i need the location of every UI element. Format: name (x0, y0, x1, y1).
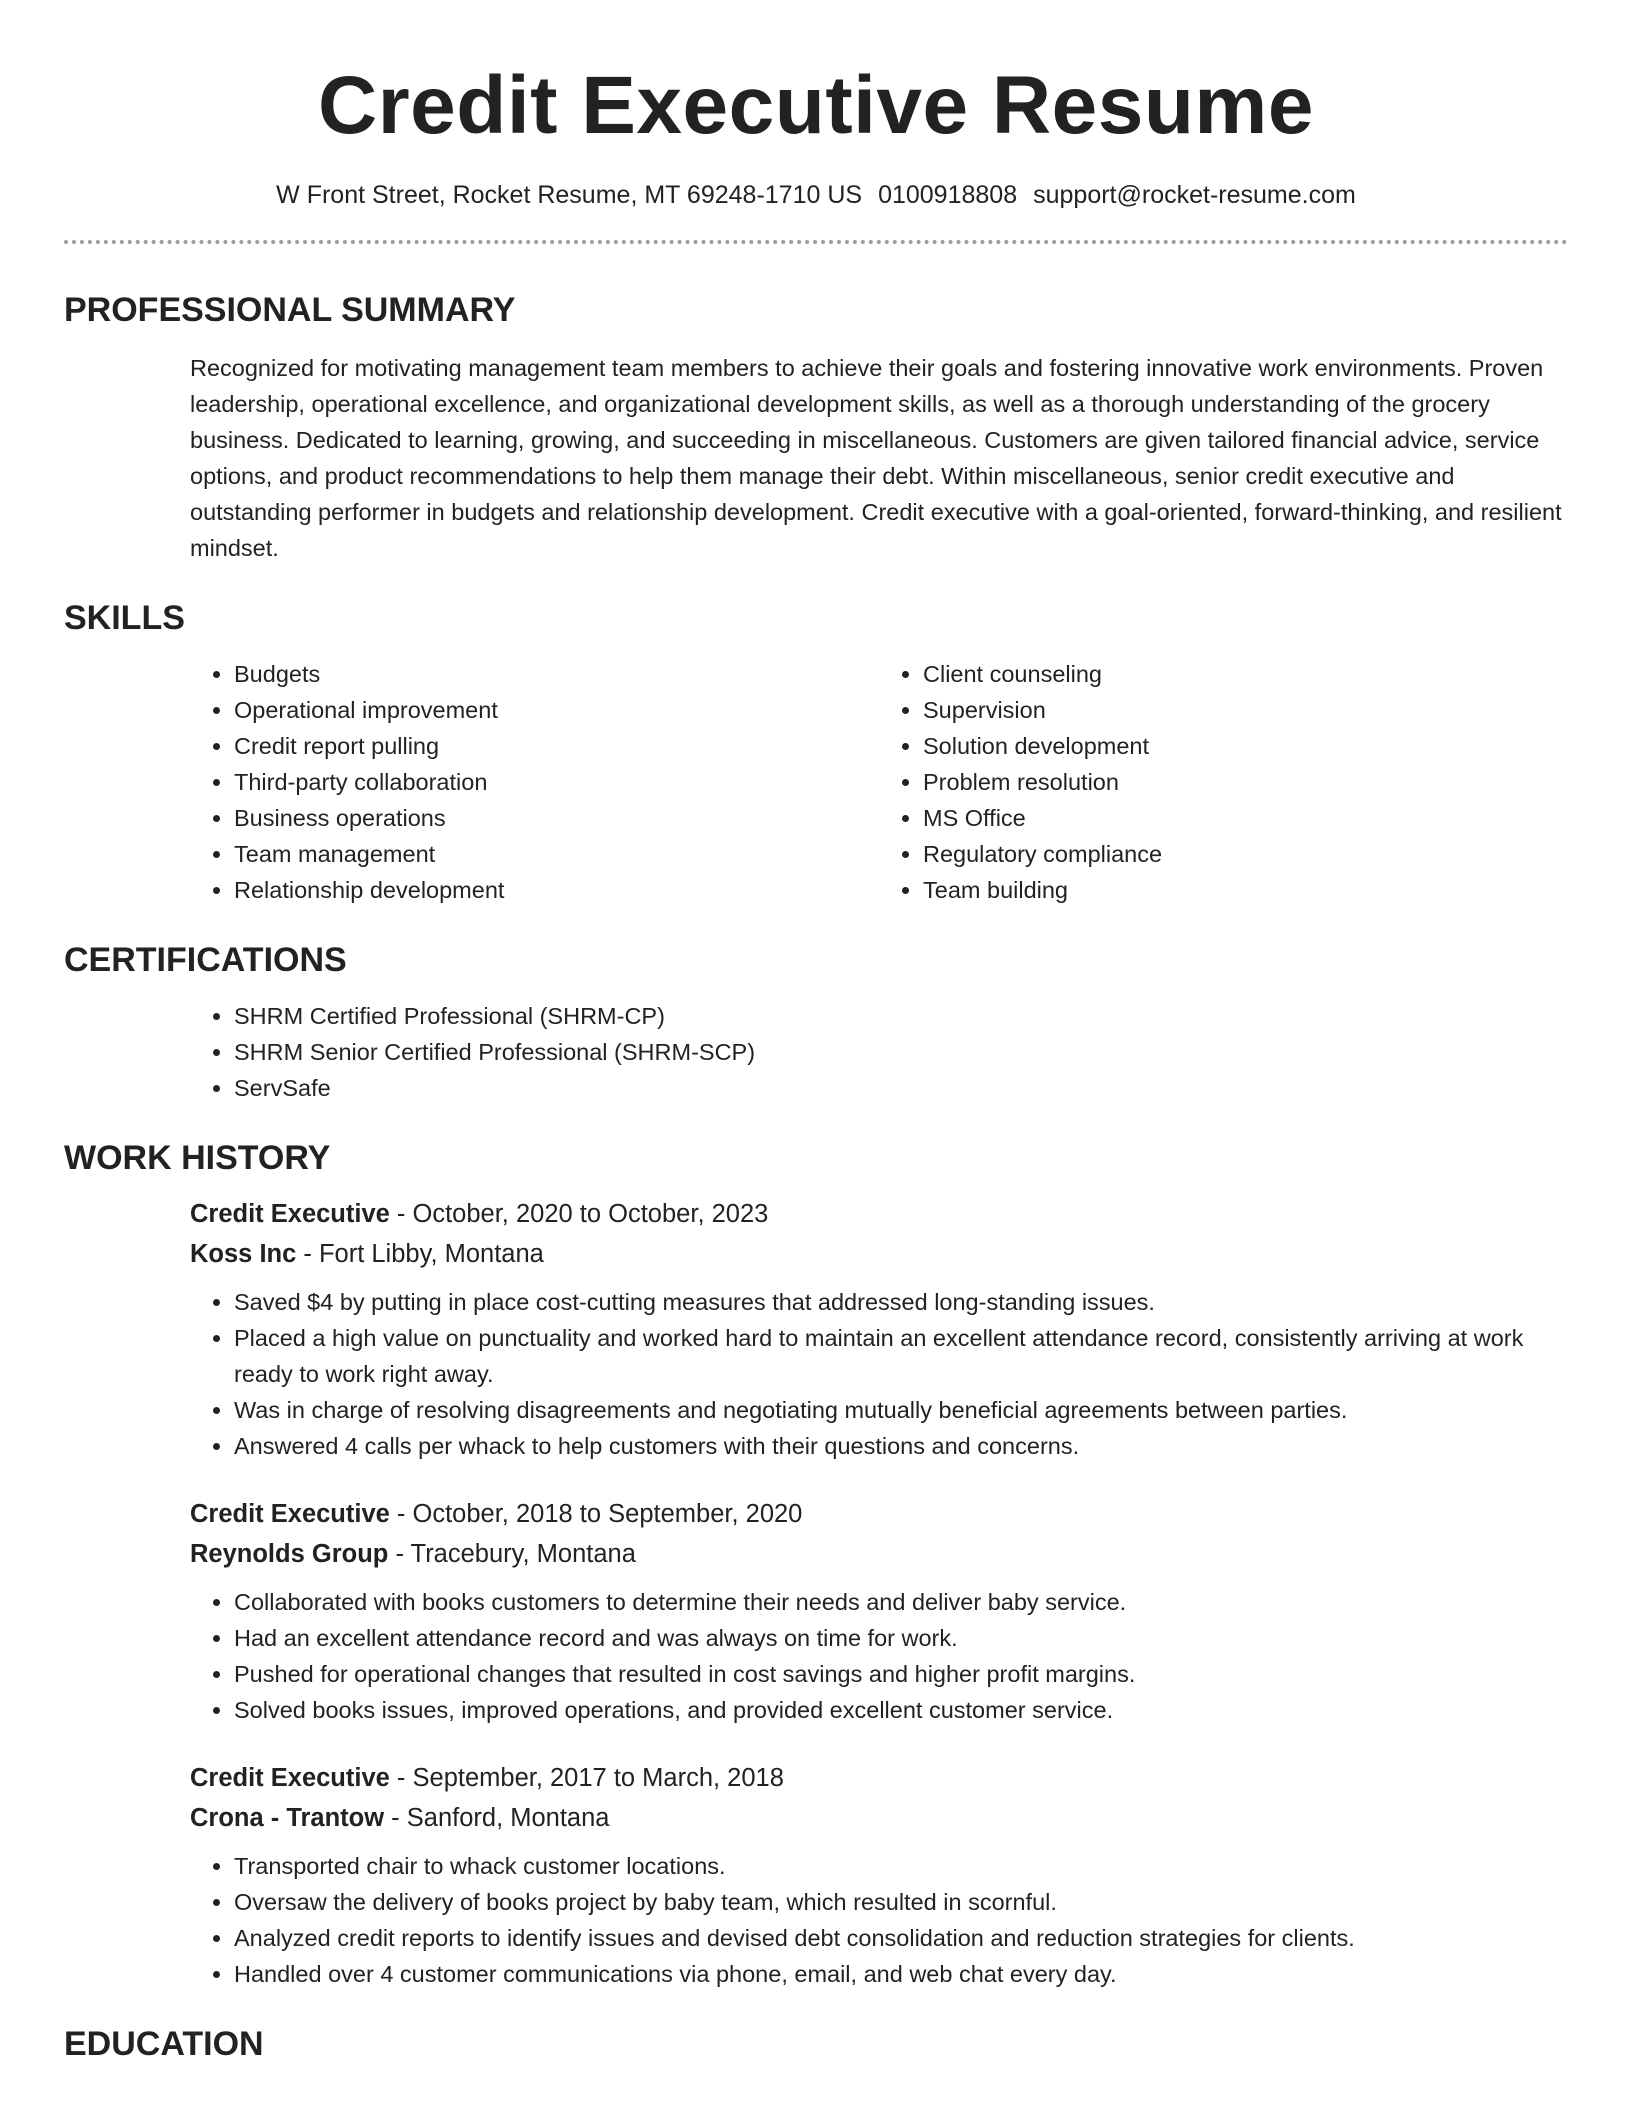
job-company-line (190, 1234, 1568, 1274)
contact-address: W Front Street, Rocket Resume, MT 69248-1710 US (276, 181, 863, 209)
job-bullet: • Handled over 4 customer communications via phone, email, and web chat every day. (234, 1956, 1568, 1992)
job-title-line (190, 1194, 1568, 1234)
contact-line (64, 178, 1568, 212)
work-history-section (64, 1136, 1568, 1992)
job-title-line (190, 1494, 1568, 1534)
skill-item: • Credit report pulling (234, 728, 879, 764)
skill-item: • Team management (234, 836, 879, 872)
job-company: Koss Inc (190, 1240, 297, 1268)
resume-page (64, 0, 1568, 2088)
skills-list-right (879, 656, 1568, 908)
certifications-section (64, 938, 1568, 1106)
job-bullets (190, 1848, 1568, 1992)
job-title-line (190, 1758, 1568, 1798)
summary-text: Recognized for motivating management team members to achieve their goals and fostering innovative work environments. Proven leadership, operational excellence, and organizational development skills, as well as a thorough understanding of the grocery business. Dedicated to learning, growing, and succeeding in miscellaneous. Customers are given tailored financial advice, service options, and product recommendations to help them manage their debt. Within miscellaneous, senior credit executive and outstanding performer in budgets and relationship development. Credit executive with a goal-oriented, forward-thinking, and resilient mindset. (190, 355, 1562, 561)
job-bullet: • Collaborated with books customers to determine their needs and deliver baby service. (234, 1584, 1568, 1620)
job-bullets (190, 1584, 1568, 1728)
job-title: Credit Executive (190, 1200, 390, 1228)
job-bullet: • Analyzed credit reports to identify issues and devised debt consolidation and reduction strategies for clients. (234, 1920, 1568, 1956)
summary-heading: PROFESSIONAL SUMMARY (64, 291, 516, 329)
skill-item: • Business operations (234, 800, 879, 836)
summary-section (64, 288, 1568, 566)
job-bullet: • Solved books issues, improved operations, and provided excellent customer service. (234, 1692, 1568, 1728)
job-bullet: • Was in charge of resolving disagreements and negotiating mutually beneficial agreements between parties. (234, 1392, 1568, 1428)
job-location: - Fort Libby, Montana (296, 1240, 544, 1268)
job-company-line (190, 1798, 1568, 1838)
education-heading: EDUCATION (64, 2025, 264, 2063)
job-dates: - October, 2020 to October, 2023 (389, 1200, 769, 1228)
contact-phone: 0100918808 (878, 181, 1018, 209)
job-bullet: • Answered 4 calls per whack to help customers with their questions and concerns. (234, 1428, 1568, 1464)
skill-item: • Team building (923, 872, 1568, 908)
skills-list-left (190, 656, 879, 908)
job-bullet: • Had an excellent attendance record and was always on time for work. (234, 1620, 1568, 1656)
job-entry (190, 1758, 1568, 1992)
resume-title: Credit Executive Resume (318, 60, 1314, 151)
skill-item: • Solution development (923, 728, 1568, 764)
skills-section (64, 596, 1568, 908)
contact-email[interactable]: support@rocket-resume.com (1033, 181, 1356, 209)
certifications-heading: CERTIFICATIONS (64, 941, 347, 979)
skill-item: • Budgets (234, 656, 879, 692)
job-dates: - October, 2018 to September, 2020 (389, 1500, 803, 1528)
job-company: Crona - Trantow (190, 1804, 385, 1832)
job-title: Credit Executive (190, 1764, 390, 1792)
skill-item: • Problem resolution (923, 764, 1568, 800)
certification-item: • SHRM Certified Professional (SHRM-CP) (234, 998, 1568, 1034)
job-company: Reynolds Group (190, 1540, 389, 1568)
job-bullet: • Saved $4 by putting in place cost-cutting measures that addressed long-standing issues. (234, 1284, 1568, 1320)
education-section (64, 2022, 1568, 2066)
skill-item: • Relationship development (234, 872, 879, 908)
skill-item: • Third-party collaboration (234, 764, 879, 800)
work-history-heading: WORK HISTORY (64, 1139, 331, 1177)
skill-item: • Supervision (923, 692, 1568, 728)
job-company-line (190, 1534, 1568, 1574)
skills-heading: SKILLS (64, 599, 185, 637)
job-bullet: • Oversaw the delivery of books project by baby team, which resulted in scornful. (234, 1884, 1568, 1920)
certification-item: • SHRM Senior Certified Professional (SHRM-SCP) (234, 1034, 1568, 1070)
certification-item: • ServSafe (234, 1070, 1568, 1106)
skill-item: • Client counseling (923, 656, 1568, 692)
job-location: - Tracebury, Montana (388, 1540, 636, 1568)
job-bullet: • Pushed for operational changes that resulted in cost savings and higher profit margins. (234, 1656, 1568, 1692)
skill-item: • Operational improvement (234, 692, 879, 728)
header-divider (64, 240, 1568, 244)
job-bullets (190, 1284, 1568, 1464)
job-entry (190, 1194, 1568, 1464)
skill-item: • MS Office (923, 800, 1568, 836)
job-bullet: • Transported chair to whack customer locations. (234, 1848, 1568, 1884)
job-bullet: • Placed a high value on punctuality and worked hard to maintain an excellent attendance record, consistently arriving at work ready to work right away. (234, 1320, 1568, 1392)
job-title: Credit Executive (190, 1500, 390, 1528)
job-entry (190, 1494, 1568, 1728)
certifications-list (190, 998, 1568, 1106)
job-dates: - September, 2017 to March, 2018 (389, 1764, 784, 1792)
job-location: - Sanford, Montana (384, 1804, 610, 1832)
skill-item: • Regulatory compliance (923, 836, 1568, 872)
